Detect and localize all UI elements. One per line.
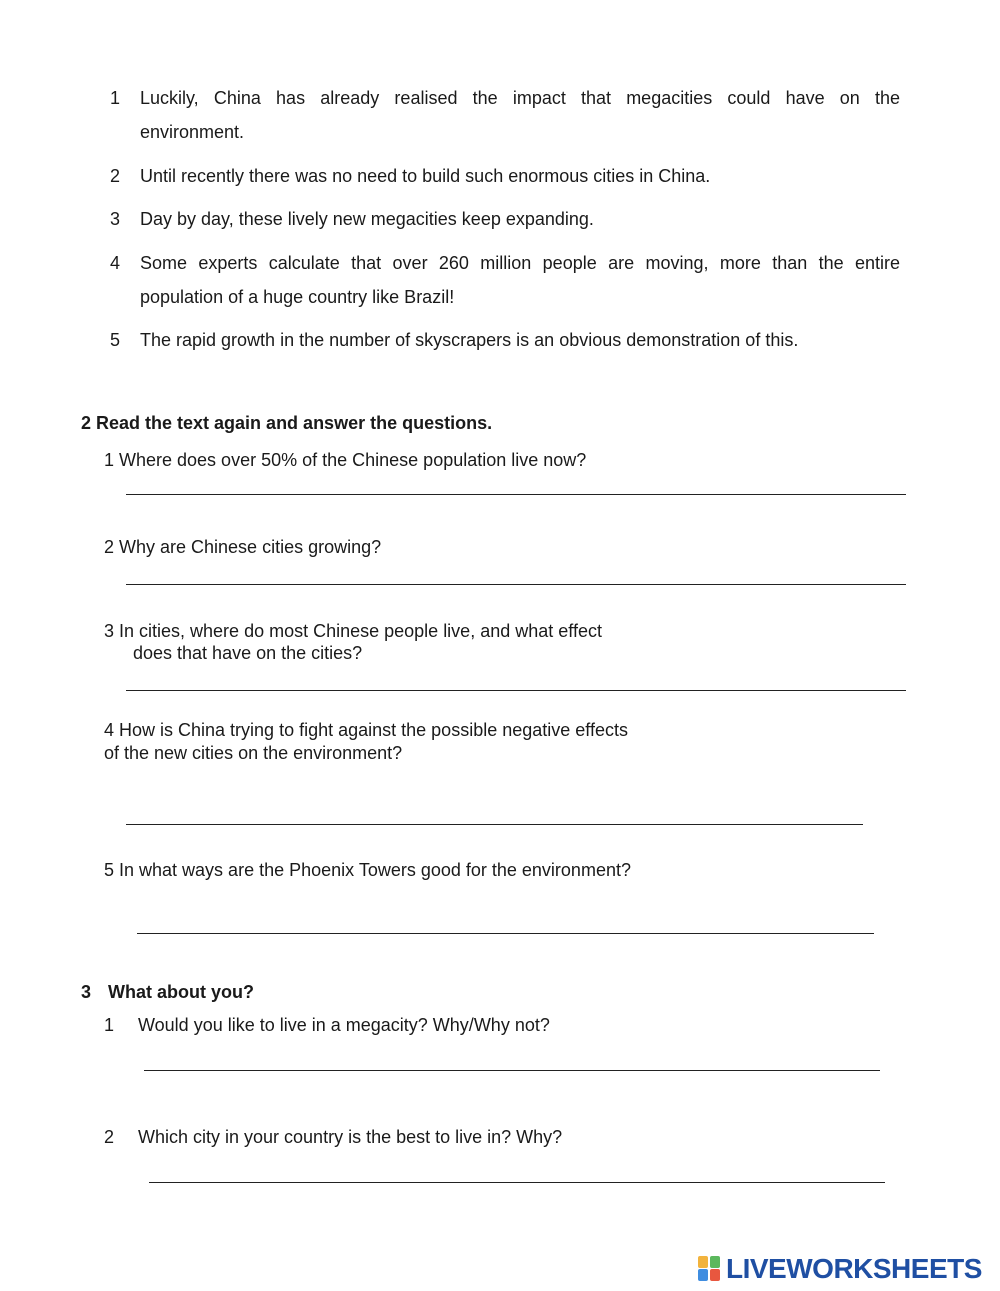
sentence-1-line-2: environment. [140,122,245,142]
sentence-2: Until recently there was no need to build such enormous cities in China. [140,166,711,186]
question-2-3-line-2: does that have on the cities? [133,643,363,663]
answer-field-2-4[interactable] [126,802,863,825]
question-2-4-line-1: 4 How is China trying to fight against the possible negative effects [104,720,628,740]
question-2-4-line-2: of the new cities on the environment? [104,743,403,763]
liveworksheets-logo[interactable] [698,1252,982,1286]
question-2-2: 2 Why are Chinese cities growing? [104,537,382,557]
sentence-5: The rapid growth in the number of skyscrapers is an obvious demonstration of this. [140,330,799,350]
section-2-heading: 2 Read the text again and answer the questions. [81,413,493,433]
question-2-1: 1 Where does over 50% of the Chinese population live now? [104,450,587,470]
answer-field-2-2[interactable] [126,562,906,585]
sentence-3: Day by day, these lively new megacities keep expanding. [140,209,594,229]
sentence-number: 5 [110,330,121,350]
question-number: 1 [104,1015,115,1035]
question-3-2: Which city in your country is the best to live in? Why? [138,1127,563,1147]
section-3-heading: What about you? [108,982,254,1002]
answer-field-3-2[interactable] [149,1160,885,1183]
answer-field-2-5[interactable] [137,911,874,934]
answer-field-2-1[interactable] [126,472,906,495]
liveworksheets-logo-icon [698,1256,722,1282]
sentence-1-line-1: Luckily, China has already realised the impact that megacities could have on the [140,88,900,108]
sentence-number: 4 [110,253,121,273]
sentence-number: 2 [110,166,121,186]
section-3-number: 3 [81,982,92,1002]
question-2-3-line-1: 3 In cities, where do most Chinese people live, and what effect [104,621,602,641]
liveworksheets-logo-text: LIVEWORKSHEETS [726,1253,982,1284]
answer-field-2-3[interactable] [126,668,906,691]
question-number: 2 [104,1127,115,1147]
sentence-4-line-1: Some experts calculate that over 260 million people are moving, more than the entire [140,253,900,273]
sentence-4-line-2: population of a huge country like Brazil! [140,287,455,307]
question-2-5: 5 In what ways are the Phoenix Towers good for the environment? [104,860,631,880]
sentence-number: 1 [110,88,121,108]
answer-field-3-1[interactable] [144,1048,880,1071]
question-3-1: Would you like to live in a megacity? Why/Why not? [138,1015,550,1035]
sentence-number: 3 [110,209,121,229]
